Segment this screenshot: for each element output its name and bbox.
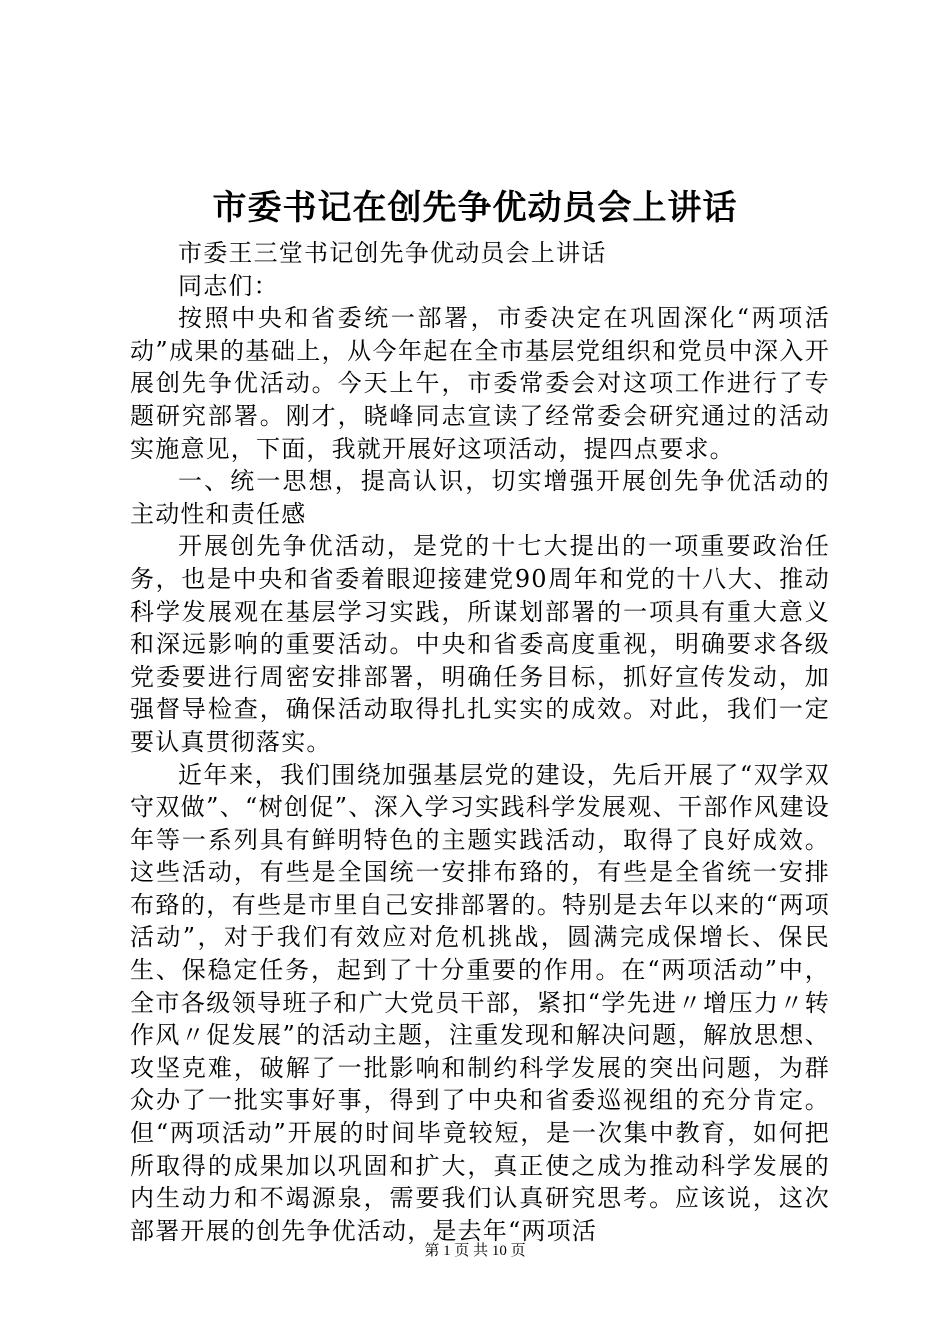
subtitle-paragraph: 市委王三堂书记创先争优动员会上讲话	[178, 239, 607, 267]
salutation-paragraph: 同志们：	[178, 271, 279, 300]
document-body	[130, 237, 830, 1247]
section-heading-paragraph: 一、统一思想，提高认识，切实增强开展创先争优活动的主动性和责任感	[130, 467, 830, 528]
body-paragraph: 近年来，我们围绕加强基层党的建设，先后开展了“双学双守双做”、“树创促”、深入学习实践科学发展观、干部作风建设年等一系列具有鲜明特色的主题实践活动，取得了良好成效。这些活动，有些是全国统一安排布臵的，有些是全省统一安排布臵的，有些是市里自己安排部署的。特别是去年以来的“两项活动”，对于我们有效应对危机挑战，圆满完成保增长、保民生、保稳定任务，起到了十分重要的作用。在“两项活动”中，全市各级领导班子和广大党员干部，紧扣“学先进〃增压力〃转作风〃促发展”的活动主题，注重发现和解决问题，解放思想、攻坚克难，破解了一批影响和制约科学发展的突出问题，为群众办了一批实事好事，得到了中央和省委巡视组的充分肯定。但“两项活动”开展的时间毕竟较短，是一次集中教育，如何把所取得的成果加以巩固和扩大，真正使之成为推动科学发展的内生动力和不竭源泉，需要我们认真研究思考。应该说，这次部署开展的创先争优活动，是去年“两项活	[130, 760, 830, 1245]
body-paragraph: 开展创先争优活动，是党的十七大提出的一项重要政治任务，也是中央和省委着眼迎接建党90周年和党的十八大、推动科学发展观在基层学习实践，所谋划部署的一项具有重大意义和深远影响的重要活动。中央和省委高度重视，明确要求各级党委要进行周密安排部署，明确任务目标，抓好宣传发动，加强督导检查，确保活动取得扎扎实实的成效。对此，我们一定要认真贯彻落实。	[130, 532, 830, 756]
page-number-footer: 第 1 页 共 10 页	[424, 1243, 526, 1259]
body-paragraph: 按照中央和省委统一部署，市委决定在巩固深化“两项活动”成果的基础上，从今年起在全市基层党组织和党员中深入开展创先争优活动。今天上午，市委常委会对这项工作进行了专题研究部署。刚才，晓峰同志宣读了经常委会研究通过的活动实施意见，下面，我就开展好这项活动，提四点要求。	[130, 304, 830, 463]
document-title: 市委书记在创先争优动员会上讲话	[212, 188, 738, 228]
